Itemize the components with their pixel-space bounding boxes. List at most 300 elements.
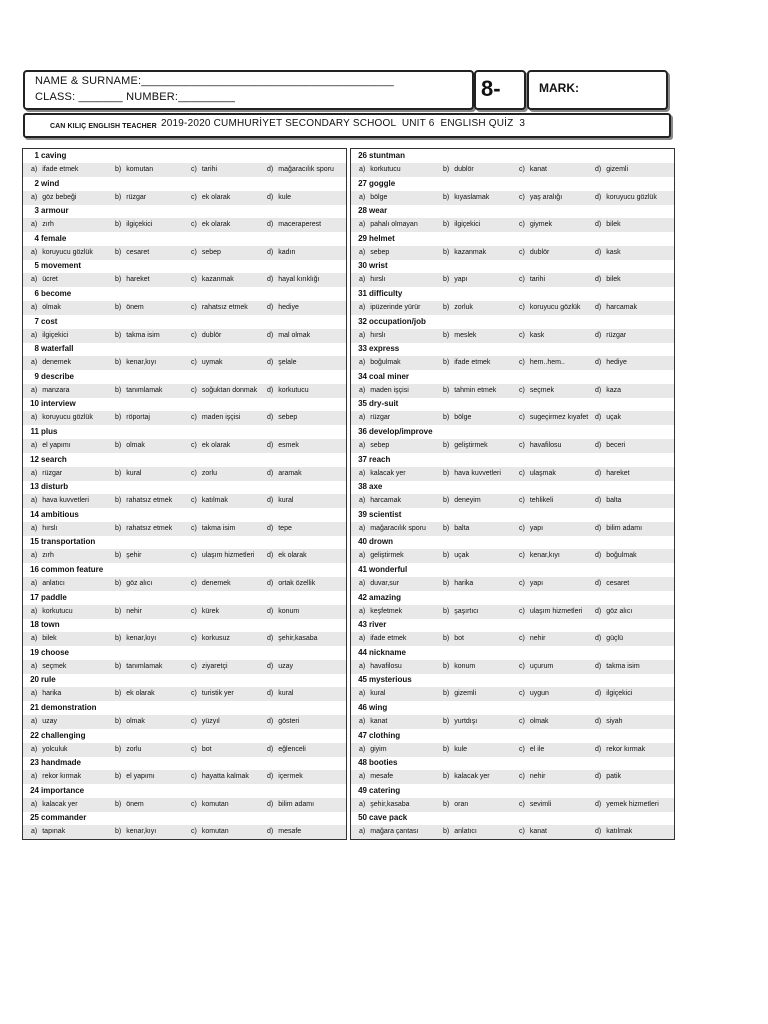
answer-option-c[interactable]	[519, 660, 593, 674]
answer-option-b[interactable]	[115, 549, 189, 563]
question-number: 43	[358, 620, 367, 630]
answer-option-b[interactable]	[115, 605, 189, 619]
option-text: rekor kırmak	[42, 773, 82, 781]
option-letter: c)	[191, 359, 197, 367]
option-letter: d)	[267, 773, 274, 781]
question-term: plus	[41, 427, 58, 436]
question-word	[23, 592, 346, 604]
answer-option-b[interactable]	[443, 356, 517, 370]
question-word	[23, 619, 346, 631]
answer-option-d[interactable]	[595, 660, 675, 674]
answer-option-d[interactable]	[595, 798, 675, 812]
option-letter: a)	[31, 552, 38, 560]
answer-option-b[interactable]	[115, 163, 189, 177]
answer-option-d[interactable]	[595, 191, 675, 205]
option-letter: d)	[595, 193, 602, 201]
question-number: 10	[30, 399, 39, 409]
answer-option-b[interactable]	[115, 273, 189, 287]
answer-option-c[interactable]	[191, 218, 265, 232]
answer-option-c[interactable]	[519, 329, 593, 343]
answer-option-b[interactable]	[443, 522, 517, 536]
answer-option-d[interactable]	[595, 577, 675, 591]
option-text: şehir,kasaba	[370, 800, 410, 808]
answer-option-b[interactable]	[443, 687, 517, 701]
answer-option-b[interactable]	[443, 218, 517, 232]
answer-option-b[interactable]	[443, 549, 517, 563]
question-term: booties	[369, 758, 398, 768]
option-text: korkutucu	[370, 166, 401, 173]
answer-option-c[interactable]	[519, 743, 593, 757]
answer-option-d[interactable]	[267, 743, 347, 757]
question-term: movement	[41, 261, 82, 271]
answer-option-d[interactable]	[595, 467, 675, 481]
answer-option-c[interactable]	[191, 246, 265, 260]
answer-option-b[interactable]	[443, 743, 517, 757]
answer-option-d[interactable]	[267, 605, 347, 619]
option-text: rüzgar	[126, 193, 147, 201]
option-letter: c)	[519, 221, 525, 229]
option-text: geliştirmek	[370, 552, 404, 560]
answer-option-c[interactable]	[191, 273, 265, 287]
answer-option-a[interactable]	[31, 301, 113, 315]
answer-option-a[interactable]	[359, 246, 441, 260]
answer-option-a[interactable]	[31, 743, 113, 757]
answer-option-b[interactable]	[443, 494, 517, 508]
answer-option-c[interactable]	[191, 549, 265, 563]
answer-option-a[interactable]	[31, 660, 113, 674]
answer-options-row	[351, 467, 674, 481]
answer-option-d[interactable]	[595, 605, 675, 619]
answer-option-c[interactable]	[191, 743, 265, 757]
answer-option-c[interactable]	[191, 384, 265, 398]
answer-option-c[interactable]	[191, 798, 265, 812]
answer-option-c[interactable]	[519, 163, 593, 177]
answer-option-a[interactable]	[31, 825, 113, 839]
question-number: 44	[358, 647, 367, 657]
answer-option-c[interactable]	[191, 494, 265, 508]
answer-option-b[interactable]	[443, 439, 517, 453]
answer-option-d[interactable]	[595, 632, 675, 646]
answer-option-c[interactable]	[519, 356, 593, 370]
mark-label: MARK:	[539, 81, 579, 95]
answer-option-c[interactable]	[191, 467, 265, 481]
answer-option-d[interactable]	[267, 549, 347, 563]
answer-option-a[interactable]	[359, 273, 441, 287]
answer-option-a[interactable]	[31, 246, 113, 260]
answer-option-a[interactable]	[31, 411, 113, 425]
answer-option-a[interactable]	[31, 687, 113, 701]
answer-option-c[interactable]	[519, 467, 593, 481]
question-word	[23, 260, 346, 272]
option-text: seçmek	[42, 662, 67, 670]
answer-option-c[interactable]	[519, 191, 593, 205]
answer-option-d[interactable]	[595, 770, 675, 784]
question-word	[351, 730, 674, 742]
answer-option-d[interactable]	[595, 549, 675, 563]
answer-option-c[interactable]	[519, 549, 593, 563]
option-letter: a)	[359, 331, 366, 339]
answer-option-d[interactable]	[267, 384, 347, 398]
answer-option-c[interactable]	[191, 577, 265, 591]
answer-option-b[interactable]	[443, 467, 517, 481]
answer-option-d[interactable]	[267, 522, 347, 536]
option-letter: c)	[519, 662, 525, 670]
answer-option-a[interactable]	[31, 577, 113, 591]
answer-options-row	[351, 687, 674, 701]
answer-option-a[interactable]	[359, 494, 441, 508]
question-word	[23, 288, 346, 300]
answer-option-c[interactable]	[191, 191, 265, 205]
answer-option-a[interactable]	[359, 384, 441, 398]
answer-option-c[interactable]	[519, 825, 593, 839]
class-number-field[interactable]: CLASS: _______ NUMBER:_________	[35, 91, 236, 103]
answer-option-b[interactable]	[443, 825, 517, 839]
answer-option-a[interactable]	[359, 411, 441, 425]
answer-option-d[interactable]	[595, 384, 675, 398]
answer-option-b[interactable]	[115, 632, 189, 646]
answer-options-row	[351, 218, 674, 232]
answer-option-b[interactable]	[115, 522, 189, 536]
answer-option-b[interactable]	[443, 770, 517, 784]
answer-option-d[interactable]	[267, 191, 347, 205]
answer-option-b[interactable]	[115, 715, 189, 729]
option-letter: a)	[359, 497, 366, 505]
answer-option-d[interactable]	[267, 825, 347, 839]
answer-option-a[interactable]	[359, 687, 441, 701]
answer-option-c[interactable]	[191, 715, 265, 729]
question-word	[351, 178, 674, 190]
answer-option-b[interactable]	[115, 494, 189, 508]
question-term: wonderful	[369, 565, 408, 574]
answer-option-a[interactable]	[31, 605, 113, 619]
answer-option-b[interactable]	[115, 660, 189, 674]
answer-option-a[interactable]	[359, 632, 441, 646]
answer-option-a[interactable]	[359, 218, 441, 232]
answer-option-b[interactable]	[115, 356, 189, 370]
answer-option-a[interactable]	[31, 191, 113, 205]
answer-option-b[interactable]	[115, 411, 189, 425]
option-letter: b)	[443, 414, 450, 422]
option-text: kürek	[201, 607, 219, 615]
answer-option-c[interactable]	[191, 660, 265, 674]
answer-option-d[interactable]	[595, 329, 675, 343]
option-text: kalacak yer	[370, 469, 406, 477]
answer-option-d[interactable]	[595, 715, 675, 729]
answer-option-d[interactable]	[595, 163, 675, 177]
answer-option-a[interactable]	[31, 384, 113, 398]
answer-option-c[interactable]	[519, 384, 593, 398]
answer-option-c[interactable]	[519, 715, 593, 729]
answer-options-row	[351, 301, 674, 315]
answer-option-a[interactable]	[359, 191, 441, 205]
answer-option-b[interactable]	[115, 770, 189, 784]
answer-option-b[interactable]	[115, 743, 189, 757]
question-word	[23, 674, 346, 686]
question-word	[351, 150, 674, 162]
answer-option-d[interactable]	[595, 522, 675, 536]
question-number: 18	[30, 620, 39, 630]
answer-option-c[interactable]	[519, 411, 593, 425]
answer-option-c[interactable]	[191, 825, 265, 839]
answer-option-c[interactable]	[191, 605, 265, 619]
question-term: difficulty	[369, 289, 403, 298]
answer-option-a[interactable]	[359, 356, 441, 370]
answer-option-d[interactable]	[267, 301, 347, 315]
option-letter: d)	[267, 359, 274, 367]
answer-option-d[interactable]	[267, 218, 347, 232]
answer-option-b[interactable]	[115, 687, 189, 701]
answer-option-b[interactable]	[443, 577, 517, 591]
answer-option-b[interactable]	[443, 715, 517, 729]
answer-option-b[interactable]	[115, 246, 189, 260]
student-info-box	[23, 70, 474, 110]
answer-options-row	[23, 246, 346, 260]
answer-option-d[interactable]	[267, 329, 347, 343]
answer-option-d[interactable]	[595, 218, 675, 232]
answer-option-a[interactable]	[31, 715, 113, 729]
answer-option-b[interactable]	[443, 798, 517, 812]
answer-option-d[interactable]	[267, 246, 347, 260]
answer-option-d[interactable]	[267, 577, 347, 591]
option-letter: a)	[31, 828, 38, 836]
answer-option-a[interactable]	[31, 632, 113, 646]
option-letter: a)	[359, 386, 366, 394]
answer-option-d[interactable]	[595, 411, 675, 425]
option-letter: b)	[443, 497, 450, 505]
answer-option-d[interactable]	[267, 439, 347, 453]
answer-option-a[interactable]	[31, 273, 113, 287]
option-text: bilek	[42, 635, 57, 643]
option-letter: c)	[191, 635, 197, 643]
answer-option-a[interactable]	[359, 301, 441, 315]
answer-option-b[interactable]	[115, 467, 189, 481]
question-term: wear	[369, 206, 388, 216]
answer-option-a[interactable]	[31, 770, 113, 784]
answer-option-d[interactable]	[267, 411, 347, 425]
answer-option-b[interactable]	[443, 301, 517, 315]
answer-option-b[interactable]	[115, 825, 189, 839]
answer-option-b[interactable]	[115, 218, 189, 232]
option-text: harcamak	[606, 304, 637, 311]
answer-option-c[interactable]	[519, 246, 593, 260]
answer-option-b[interactable]	[115, 191, 189, 205]
answer-option-d[interactable]	[267, 715, 347, 729]
question-number: 21	[30, 703, 39, 712]
answer-option-c[interactable]	[191, 439, 265, 453]
answer-option-c[interactable]	[191, 163, 265, 177]
answer-option-a[interactable]	[31, 522, 113, 536]
answer-option-a[interactable]	[359, 329, 441, 343]
answer-option-c[interactable]	[519, 687, 593, 701]
option-letter: a)	[31, 166, 38, 173]
answer-option-d[interactable]	[595, 301, 675, 315]
answer-option-b[interactable]	[115, 577, 189, 591]
answer-option-a[interactable]	[359, 660, 441, 674]
answer-option-a[interactable]	[359, 577, 441, 591]
answer-option-c[interactable]	[191, 301, 265, 315]
answer-option-c[interactable]	[191, 687, 265, 701]
option-text: komutan	[201, 828, 229, 836]
answer-option-d[interactable]	[267, 494, 347, 508]
option-letter: c)	[191, 193, 197, 201]
answer-option-d[interactable]	[267, 273, 347, 287]
question-number: 15	[30, 537, 39, 547]
question-number: 47	[358, 730, 367, 740]
answer-option-c[interactable]	[191, 329, 265, 343]
answer-option-a[interactable]	[31, 329, 113, 343]
answer-option-d[interactable]	[595, 687, 675, 701]
answer-option-a[interactable]	[359, 715, 441, 729]
answer-option-b[interactable]	[115, 798, 189, 812]
answer-option-a[interactable]	[31, 467, 113, 481]
answer-option-a[interactable]	[359, 439, 441, 453]
answer-option-d[interactable]	[267, 798, 347, 812]
answer-option-c[interactable]	[191, 411, 265, 425]
answer-option-c[interactable]	[519, 273, 593, 287]
option-text: esmek	[278, 442, 299, 449]
option-text: hediye	[606, 359, 627, 367]
answer-option-a[interactable]	[31, 549, 113, 563]
answer-option-d[interactable]	[595, 356, 675, 370]
answer-option-c[interactable]	[519, 494, 593, 508]
option-text: ilgiçekici	[126, 221, 153, 229]
answer-option-b[interactable]	[115, 301, 189, 315]
answer-options-row	[351, 384, 674, 398]
option-text: harcamak	[370, 497, 401, 505]
answer-option-c[interactable]	[519, 798, 593, 812]
answer-option-a[interactable]	[359, 467, 441, 481]
answer-option-d[interactable]	[267, 163, 347, 177]
answer-option-a[interactable]	[31, 494, 113, 508]
answer-option-b[interactable]	[443, 329, 517, 343]
answer-option-c[interactable]	[519, 522, 593, 536]
answer-option-b[interactable]	[443, 191, 517, 205]
answer-options-row	[351, 329, 674, 343]
question-number: 23	[30, 758, 39, 768]
answer-option-a[interactable]	[359, 770, 441, 784]
answer-option-a[interactable]	[359, 605, 441, 619]
option-letter: c)	[519, 442, 525, 449]
answer-option-b[interactable]	[443, 632, 517, 646]
question-term: amazing	[369, 592, 402, 602]
answer-option-b[interactable]	[443, 605, 517, 619]
answer-option-c[interactable]	[519, 632, 593, 646]
option-letter: d)	[267, 800, 274, 808]
answer-option-c[interactable]	[519, 770, 593, 784]
answer-option-b[interactable]	[115, 329, 189, 343]
question-term: search	[41, 454, 67, 464]
question-number: 29	[358, 233, 367, 243]
question-term: nickname	[369, 647, 406, 657]
option-text: rahatsız etmek	[126, 524, 173, 532]
answer-option-c[interactable]	[519, 577, 593, 591]
question-term: importance	[41, 785, 85, 795]
answer-option-b[interactable]	[115, 384, 189, 398]
answer-option-c[interactable]	[191, 632, 265, 646]
answer-option-a[interactable]	[359, 825, 441, 839]
answer-option-a[interactable]	[31, 798, 113, 812]
option-letter: c)	[519, 359, 525, 367]
answer-option-b[interactable]	[443, 246, 517, 260]
question-number: 33	[358, 344, 367, 354]
answer-option-a[interactable]	[31, 163, 113, 177]
answer-option-b[interactable]	[443, 384, 517, 398]
answer-option-d[interactable]	[595, 246, 675, 260]
name-surname-field[interactable]: NAME & SURNAME:________________________________________	[35, 75, 394, 87]
answer-option-c[interactable]	[519, 605, 593, 619]
answer-option-d[interactable]	[595, 494, 675, 508]
answer-option-a[interactable]	[359, 522, 441, 536]
option-letter: d)	[267, 304, 274, 311]
answer-option-d[interactable]	[595, 273, 675, 287]
answer-option-d[interactable]	[267, 632, 347, 646]
answer-option-b[interactable]	[443, 660, 517, 674]
answer-option-a[interactable]	[31, 356, 113, 370]
mark-box[interactable]	[527, 70, 668, 110]
option-letter: d)	[595, 469, 602, 477]
option-text: kalacak yer	[42, 800, 78, 808]
option-letter: b)	[443, 800, 450, 808]
answer-option-d[interactable]	[595, 743, 675, 757]
question-word	[351, 592, 674, 604]
question-number: 22	[30, 730, 39, 740]
question-term: coal miner	[369, 371, 410, 381]
answer-option-b[interactable]	[443, 163, 517, 177]
answer-option-c[interactable]	[191, 356, 265, 370]
option-text: olmak	[126, 442, 145, 449]
option-letter: a)	[31, 248, 38, 256]
option-text: keşfetmek	[370, 607, 403, 615]
answer-option-a[interactable]	[359, 798, 441, 812]
question-number: 8	[34, 344, 39, 354]
answer-option-b[interactable]	[115, 439, 189, 453]
option-text: bilim adamı	[606, 524, 643, 532]
answer-option-d[interactable]	[595, 439, 675, 453]
quiz-title: 2019-2020 CUMHURİYET SECONDARY SCHOOL UNIT 6 ENGLISH QUİZ 3	[161, 118, 526, 129]
answer-option-c[interactable]	[519, 218, 593, 232]
option-letter: c)	[191, 773, 197, 781]
answer-option-d[interactable]	[267, 660, 347, 674]
answer-option-c[interactable]	[191, 522, 265, 536]
answer-option-d[interactable]	[267, 467, 347, 481]
option-letter: b)	[443, 524, 450, 532]
option-letter: c)	[519, 469, 525, 477]
option-text: şehir,kasaba	[278, 635, 318, 643]
answer-option-a[interactable]	[31, 439, 113, 453]
answer-option-c[interactable]	[519, 301, 593, 315]
answer-option-a[interactable]	[359, 743, 441, 757]
answer-option-d[interactable]	[267, 770, 347, 784]
answer-option-c[interactable]	[191, 770, 265, 784]
answer-option-d[interactable]	[267, 356, 347, 370]
option-letter: b)	[115, 773, 122, 781]
option-letter: d)	[267, 690, 274, 698]
answer-option-a[interactable]	[359, 549, 441, 563]
answer-option-d[interactable]	[595, 825, 675, 839]
answer-option-b[interactable]	[443, 411, 517, 425]
option-text: röportaj	[126, 414, 150, 422]
answer-option-a[interactable]	[359, 163, 441, 177]
option-text: mesafe	[370, 773, 394, 781]
answer-option-c[interactable]	[519, 439, 593, 453]
answer-option-b[interactable]	[443, 273, 517, 287]
option-letter: c)	[519, 497, 525, 505]
option-text: kazanmak	[201, 276, 234, 284]
question-term: rule	[41, 675, 56, 685]
answer-option-a[interactable]	[31, 218, 113, 232]
answer-option-d[interactable]	[267, 687, 347, 701]
option-text: uzay	[42, 718, 58, 725]
